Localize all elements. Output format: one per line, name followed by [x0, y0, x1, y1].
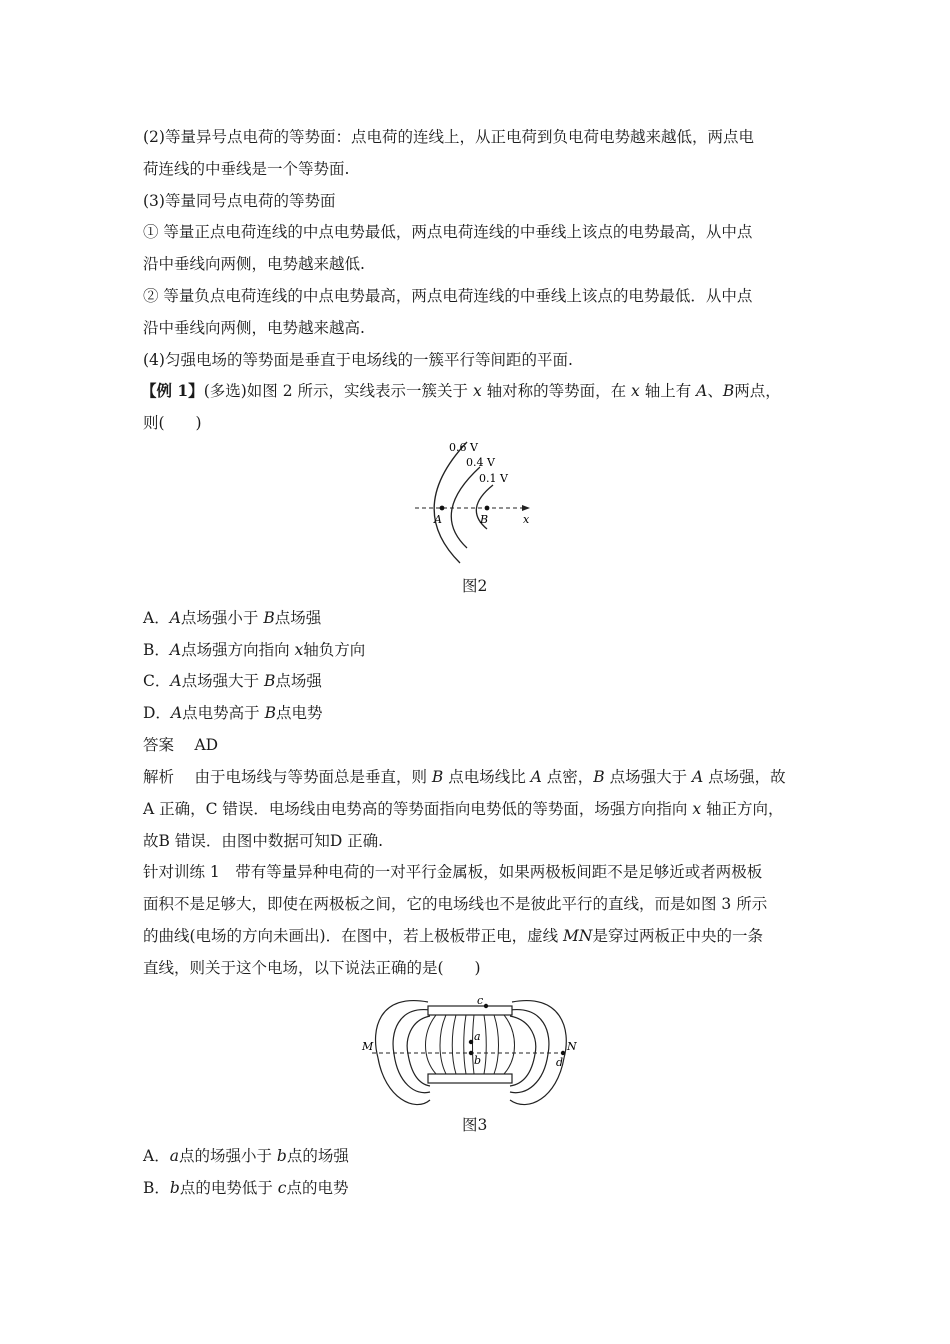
label-point-a: A: [434, 513, 442, 526]
figure-2-equipotential-diagram: [405, 435, 555, 565]
figure-3-caption: 图3: [462, 1116, 488, 1134]
field-line-mid-left: [393, 1010, 430, 1093]
field-line-between-2: [440, 1015, 446, 1074]
figure-3-parallel-plates-diagram: [360, 988, 585, 1116]
label-0.1v: 0.1 V: [479, 472, 508, 485]
point-d-dot: [561, 1051, 565, 1055]
training1-line2: 面积不是足够大，即使在两极板之间，它的电场线也不是彼此平行的直线，而是如图 3 所示: [143, 895, 768, 913]
field-line-between-1: [426, 1015, 437, 1074]
point-a-dot: [440, 506, 445, 511]
label-c: c: [477, 994, 484, 1007]
paragraph-unlike-charges-line1: (2)等量异号点电荷的等势面：点电荷的连线上，从正电荷到负电荷电势越来越低，两点电: [143, 128, 754, 146]
equipotential-curve-0.6v: [434, 442, 467, 563]
paragraph-positive-charges-line2: 沿中垂线向两侧，电势越来越低.: [143, 255, 365, 273]
point-b-dot: [485, 506, 490, 511]
paragraph-uniform-field: (4)匀强电场的等势面是垂直于电场线的一簇平行等间距的平面.: [143, 351, 573, 369]
label-x-axis: x: [523, 513, 530, 526]
training1-line3: 的曲线(电场的方向未画出)．在图中，若上极板带正电，虚线 MN是穿过两板正中央的一条: [143, 927, 763, 945]
answer-line: [143, 735, 218, 755]
analysis-label: 解析: [143, 768, 175, 786]
analysis-line3: 故B 错误．由图中数据可知D 正确.: [143, 832, 384, 850]
field-line-between-6: [484, 1015, 486, 1074]
paragraph-positive-charges-line1: ① 等量正点电荷连线的中点电势最低，两点电荷连线的中垂线上该点的电势最高，从中点: [143, 223, 753, 241]
example1-option-d: D．A点电势高于 B点电势: [143, 704, 323, 722]
top-plate: [428, 1006, 512, 1015]
training1-line4: 直线，则关于这个电场，以下说法正确的是( ): [143, 959, 481, 977]
training1-option-b: B．b点的电势低于 c点的电势: [143, 1179, 349, 1197]
paragraph-negative-charges-line2: 沿中垂线向两侧，电势越来越高.: [143, 319, 365, 337]
example1-tag: 【例 1】: [141, 381, 204, 400]
x-axis-arrow: [522, 505, 530, 511]
training1-line1: 针对训练 1 带有等量异种电荷的一对平行金属板，如果两极板间距不是足够近或者两极板: [143, 863, 763, 881]
field-line-inner-left: [407, 1016, 430, 1086]
label-n: N: [567, 1040, 577, 1053]
bottom-plate: [428, 1074, 512, 1083]
example1-option-c: C．A点场强大于 B点场强: [143, 672, 322, 690]
label-0.4v: 0.4 V: [466, 456, 495, 469]
training1-option-a: A．a点的场强小于 b点的场强: [143, 1147, 349, 1165]
label-b: b: [474, 1054, 482, 1067]
paragraph-negative-charges-line1: ② 等量负点电荷连线的中点电势最高，两点电荷连线的中垂线上该点的电势最低．从中点: [143, 287, 753, 305]
point-c-dot: [484, 1004, 488, 1008]
answer-value: AD: [194, 736, 219, 754]
field-line-between-4: [464, 1015, 466, 1074]
field-line-between-3: [452, 1015, 456, 1074]
answer-label: 答案: [143, 736, 175, 754]
analysis-line2: A 正确，C 错误．电场线由电势高的等势面指向电势低的等势面，场强方向指向 x 轴正方向，: [143, 800, 784, 818]
field-line-mid-right: [510, 1010, 549, 1093]
label-m: M: [362, 1040, 374, 1053]
label-d: d: [556, 1056, 564, 1069]
label-point-b: B: [480, 513, 489, 526]
field-line-between-8: [504, 1015, 515, 1074]
point-a-dot: [469, 1040, 473, 1044]
label-a: a: [474, 1030, 481, 1043]
example1-question-line1: 【例 1】(多选)如图 2 所示，实线表示一簇关于 x 轴对称的等势面，在 x 轴上有 A、B两点，: [141, 381, 781, 400]
label-0.6v: 0.6 V: [449, 441, 478, 454]
point-b-dot: [469, 1051, 473, 1055]
example1-option-b: B．A点场强方向指向 x轴负方向: [143, 641, 366, 659]
analysis-line1: 解析 由于电场线与等势面总是垂直，则 B 点电场线比 A 点密，B 点场强大于 A 点场强，故: [143, 768, 786, 786]
field-line-between-7: [494, 1015, 499, 1074]
figure-2-caption: 图2: [462, 577, 488, 595]
paragraph-like-charges-heading: (3)等量同号点电荷的等势面: [143, 192, 336, 210]
example1-question-line2: 则( ): [143, 414, 202, 432]
paragraph-unlike-charges-line2: 荷连线的中垂线是一个等势面.: [143, 160, 350, 178]
example1-option-a: A．A点场强小于 B点场强: [143, 609, 322, 627]
